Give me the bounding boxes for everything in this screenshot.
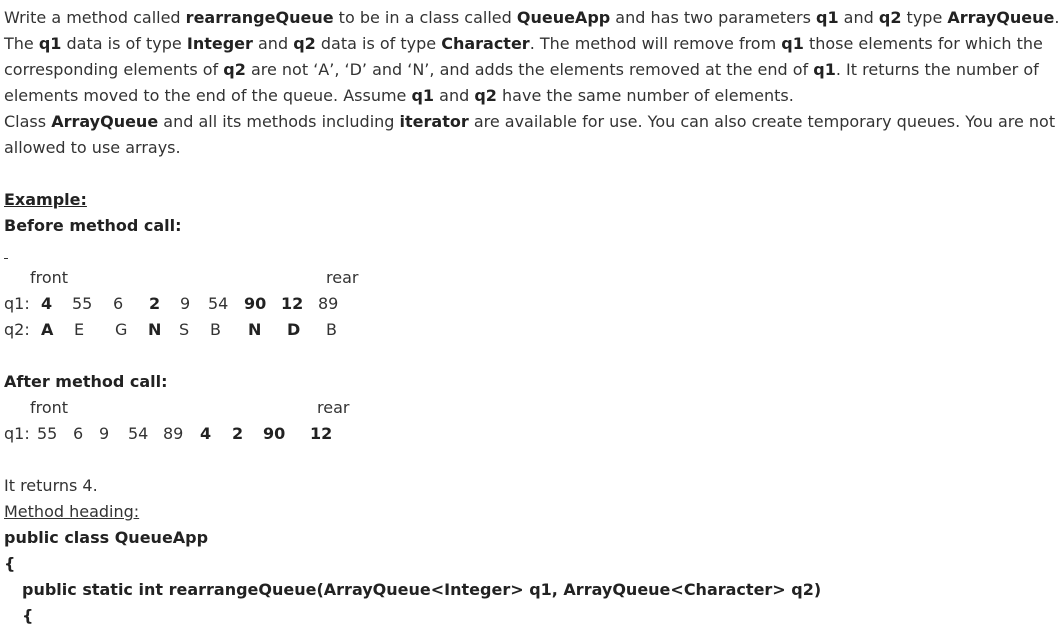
text-run: data is of type <box>315 34 442 53</box>
q1-before-value: 90 <box>244 294 267 313</box>
q1-after-value: 4 <box>200 424 212 443</box>
code-line-method-signature: public static int rearrangeQueue(ArrayQueue<Integer> q1, ArrayQueue<Character> q2) <box>22 580 822 599</box>
bold-term: Integer <box>186 34 253 53</box>
code-line-method-open-brace: { <box>22 606 34 625</box>
text-run: are not ‘A’, ‘D’ and ‘N’, and adds the elements removed at the end of <box>245 60 814 79</box>
after-heading: After method call: <box>4 372 168 391</box>
text-run: and <box>252 34 294 53</box>
text-run: . The method will remove from <box>529 34 782 53</box>
text-run: and <box>838 8 879 27</box>
text-run: type <box>901 8 948 27</box>
q2-before-value: N <box>148 320 162 339</box>
bold-term: iterator <box>399 112 469 131</box>
paragraph-line-5 <box>4 109 1055 135</box>
before-front-label: front <box>30 268 69 287</box>
q1-before-value: 6 <box>113 294 124 313</box>
text-run: to be in a class called <box>333 8 517 27</box>
q1-after-value: 6 <box>73 424 84 443</box>
q1-after-label: q1: <box>4 424 30 443</box>
paragraph-line-3 <box>4 57 1039 83</box>
text-run: Class <box>4 112 52 131</box>
q2-before-value: E <box>74 320 85 339</box>
text-run: . <box>1054 8 1059 27</box>
bold-term: Character <box>441 34 530 53</box>
q1-after-value: 89 <box>163 424 184 443</box>
q1-before-value: 9 <box>180 294 191 313</box>
bold-term: rearrangeQueue <box>185 8 334 27</box>
bold-term: q2 <box>878 8 902 27</box>
q2-before-value: B <box>326 320 337 339</box>
q2-before-value: A <box>41 320 54 339</box>
text-run: corresponding elements of <box>4 60 224 79</box>
q2-before-value: D <box>287 320 301 339</box>
paragraph-line-2 <box>4 31 1043 57</box>
text-run: are available for use. You can also create temporary queues. You are not <box>468 112 1056 131</box>
q2-before-value: G <box>115 320 128 339</box>
paragraph-line-4 <box>4 83 794 109</box>
text-run: those elements for which the <box>803 34 1043 53</box>
before-heading: Before method call: <box>4 216 182 235</box>
bold-term: q1 <box>38 34 62 53</box>
after-rear-label: rear <box>317 398 350 417</box>
bold-term: q2 <box>293 34 316 53</box>
returns-text: It returns 4. <box>4 476 98 495</box>
q1-after-value: 90 <box>263 424 286 443</box>
q1-before-value: 12 <box>281 294 304 313</box>
method-heading-label: Method heading: <box>4 502 140 521</box>
example-heading: Example: <box>4 190 87 209</box>
text-run: Write a method called <box>4 8 186 27</box>
code-line-open-brace: { <box>4 554 16 573</box>
q1-after-value: 54 <box>128 424 149 443</box>
bold-term: q1 <box>813 60 836 79</box>
q1-before-value: 55 <box>72 294 93 313</box>
paragraph-line-6 <box>4 135 181 161</box>
q1-before-value: 89 <box>318 294 339 313</box>
text-run: and has two parameters <box>610 8 816 27</box>
q1-before-value: 2 <box>149 294 161 313</box>
q1-after-value: 9 <box>99 424 110 443</box>
q1-after-value: 12 <box>310 424 333 443</box>
bold-term: q2 <box>223 60 246 79</box>
q2-before-value: B <box>210 320 221 339</box>
q1-before-value: 54 <box>208 294 229 313</box>
text-run: The <box>4 34 39 53</box>
text-run: elements moved to the end of the queue. Assume <box>4 86 412 105</box>
q1-after-value: 55 <box>37 424 58 443</box>
after-front-label: front <box>30 398 69 417</box>
text-run: allowed to use arrays. <box>4 138 181 157</box>
q1-label: q1: <box>4 294 30 313</box>
q2-label: q2: <box>4 320 30 339</box>
bold-term: QueueApp <box>516 8 611 27</box>
paragraph-line-1 <box>4 5 1059 31</box>
bold-term: q1 <box>411 86 435 105</box>
before-rear-label: rear <box>326 268 359 287</box>
code-line-class: public class QueueApp <box>4 528 209 547</box>
text-run: and <box>434 86 475 105</box>
bold-term: q1 <box>781 34 804 53</box>
bold-term: q2 <box>474 86 497 105</box>
text-run: have the same number of elements. <box>496 86 794 105</box>
q1-before-value: 4 <box>41 294 53 313</box>
text-run: data is of type <box>61 34 187 53</box>
q2-before-value: S <box>179 320 190 339</box>
text-run: and all its methods including <box>158 112 400 131</box>
text-run: . It returns the number of <box>835 60 1039 79</box>
bold-term: ArrayQueue <box>51 112 159 131</box>
bold-term: q1 <box>815 8 839 27</box>
q2-before-value: N <box>248 320 262 339</box>
stray-dash <box>4 258 8 259</box>
q1-after-value: 2 <box>232 424 244 443</box>
bold-term: ArrayQueue <box>947 8 1055 27</box>
